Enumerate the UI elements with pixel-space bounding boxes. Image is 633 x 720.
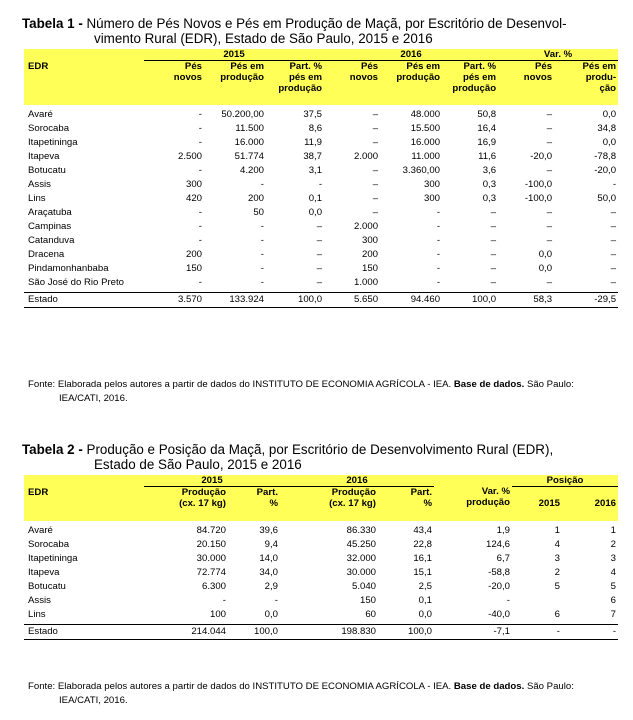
value-cell: – bbox=[546, 137, 553, 148]
value-cell: – bbox=[490, 207, 497, 218]
value-cell: - bbox=[260, 221, 264, 232]
value-cell: 150 bbox=[359, 595, 376, 606]
table-row bbox=[24, 206, 618, 220]
value-cell: 6,7 bbox=[496, 553, 510, 564]
value-cell: – bbox=[372, 193, 379, 204]
value-cell: 5 bbox=[554, 581, 560, 592]
table-row bbox=[24, 136, 618, 150]
value-cell: 84.720 bbox=[196, 525, 226, 536]
value-cell: 60 bbox=[365, 609, 376, 620]
table2-header bbox=[24, 475, 618, 521]
table-row bbox=[24, 178, 618, 192]
value-cell: 3 bbox=[554, 553, 560, 564]
edr-name-cell: Catanduva bbox=[28, 235, 75, 246]
value-cell: – bbox=[372, 109, 379, 120]
edr-name-cell: Pindamonhanbaba bbox=[28, 263, 109, 274]
table1-h-pes-novos-2015: Pés novos bbox=[173, 61, 202, 83]
value-cell: - bbox=[198, 207, 202, 218]
table1-caption bbox=[22, 16, 622, 46]
value-cell: - bbox=[436, 249, 441, 260]
value-cell: 50,0 bbox=[597, 193, 617, 204]
table2-source-line2: IEA/CATI, 2016. bbox=[59, 695, 128, 706]
value-cell: 2.500 bbox=[177, 151, 202, 162]
table2-edr-header: EDR bbox=[28, 487, 49, 498]
edr-name-cell: Estado bbox=[24, 624, 144, 639]
edr-name-cell: Dracena bbox=[28, 249, 65, 260]
value-cell: – bbox=[316, 235, 323, 246]
edr-name-cell: Itapeva bbox=[28, 151, 60, 162]
value-cell: -29,5 bbox=[554, 292, 618, 307]
edr-name-cell: Avaré bbox=[28, 109, 53, 120]
value-cell: – bbox=[372, 179, 379, 190]
value-cell: - bbox=[436, 221, 441, 232]
value-cell: – bbox=[490, 277, 497, 288]
value-cell: – bbox=[546, 109, 553, 120]
table2-source-bold: Base de dados. bbox=[453, 681, 525, 692]
value-cell bbox=[512, 594, 562, 608]
table2 bbox=[24, 475, 618, 640]
value-cell: 15,1 bbox=[413, 567, 432, 578]
value-cell: 6.300 bbox=[201, 581, 226, 592]
value-cell: 300 bbox=[424, 193, 441, 204]
value-cell: 200 bbox=[185, 249, 202, 260]
value-cell: 11.000 bbox=[411, 151, 441, 162]
value-cell: - bbox=[260, 263, 264, 274]
table1-h-part-2015: Part. % pés em produção bbox=[278, 61, 323, 94]
edr-name-cell: São José do Rio Preto bbox=[28, 277, 124, 288]
value-cell: -100,0 bbox=[524, 179, 553, 190]
value-cell: - bbox=[260, 277, 264, 288]
value-cell: - bbox=[436, 277, 441, 288]
value-cell: 22,8 bbox=[413, 539, 432, 550]
value-cell: 3.360,00 bbox=[402, 165, 441, 176]
value-cell: 100 bbox=[209, 609, 226, 620]
value-cell: 14,0 bbox=[259, 553, 278, 564]
value-cell: – bbox=[610, 263, 617, 274]
value-cell: -58,8 bbox=[488, 567, 510, 578]
value-cell: 300 bbox=[424, 179, 441, 190]
value-cell: - bbox=[260, 179, 264, 190]
table2-source-prefix: Fonte: Elaborada pelos autores a partir de dados do INSTITUTO DE ECONOMIA AGRÍCOLA - IEA. bbox=[28, 681, 452, 692]
value-cell: 4.200 bbox=[239, 165, 264, 176]
edr-name-cell: Avaré bbox=[28, 525, 53, 536]
table-row bbox=[24, 538, 618, 552]
table-row bbox=[24, 566, 618, 580]
table1-title-line2: vimento Rural (EDR), Estado de São Paulo, 2015 e 2016 bbox=[94, 31, 433, 46]
value-cell: – bbox=[546, 123, 553, 134]
value-cell: 20.150 bbox=[196, 539, 226, 550]
value-cell: 200 bbox=[362, 249, 379, 260]
value-cell: – bbox=[490, 221, 497, 232]
value-cell: 1 bbox=[554, 525, 560, 536]
table2-h-var: Var. % produção bbox=[466, 486, 510, 508]
value-cell: 51.774 bbox=[234, 151, 264, 162]
value-cell: 0,0 bbox=[602, 109, 617, 120]
table2-h-prod-2016: Produção (cx. 17 kg) bbox=[329, 487, 376, 509]
value-cell: -7,1 bbox=[434, 624, 512, 639]
edr-name-cell: Itapetininga bbox=[28, 137, 78, 148]
total-row bbox=[24, 624, 618, 639]
table-row bbox=[24, 234, 618, 248]
value-cell: - bbox=[198, 123, 202, 134]
value-cell: – bbox=[490, 263, 497, 274]
value-cell: 0,0 bbox=[418, 609, 432, 620]
table1-group-var: Var. % bbox=[498, 49, 618, 61]
value-cell: -20,0 bbox=[594, 165, 617, 176]
value-cell: - bbox=[198, 277, 202, 288]
value-cell: 6 bbox=[554, 609, 560, 620]
value-cell: 11,9 bbox=[304, 137, 323, 148]
value-cell: - bbox=[612, 179, 617, 190]
value-cell: - bbox=[436, 263, 441, 274]
value-cell: 50.200,00 bbox=[221, 109, 264, 120]
value-cell: 6 bbox=[610, 595, 617, 606]
table1-h-part-2016: Part. % pés em produção bbox=[452, 61, 497, 94]
value-cell: 2,5 bbox=[418, 581, 432, 592]
table1-source-line2: IEA/CATI, 2016. bbox=[59, 393, 128, 404]
table1-h-var-prod: Pés em produ- ção bbox=[582, 61, 617, 94]
value-cell: – bbox=[316, 221, 323, 232]
value-cell: 43,4 bbox=[413, 525, 432, 536]
value-cell: 3.570 bbox=[144, 292, 204, 307]
table1-title-line1: Número de Pés Novos e Pés em Produção de Maçã, por Escritório de Desenvol- bbox=[86, 16, 567, 31]
value-cell: 7 bbox=[610, 609, 617, 620]
value-cell: 124,6 bbox=[485, 539, 510, 550]
value-cell: – bbox=[546, 277, 553, 288]
value-cell: - bbox=[260, 249, 264, 260]
value-cell: 9,4 bbox=[264, 539, 278, 550]
value-cell: 0,0 bbox=[538, 249, 553, 260]
value-cell: 100,0 bbox=[378, 624, 434, 639]
value-cell: 1 bbox=[610, 525, 617, 536]
value-cell: - bbox=[198, 109, 202, 120]
table2-group-pos: Posição bbox=[512, 475, 618, 487]
table-row bbox=[24, 276, 618, 293]
value-cell: 11.500 bbox=[235, 123, 264, 134]
value-cell: -78,8 bbox=[594, 151, 617, 162]
value-cell: 37,5 bbox=[303, 109, 323, 120]
table2-h-prod-2015: Produção (cx. 17 kg) bbox=[179, 487, 226, 509]
edr-name-cell: Lins bbox=[28, 609, 46, 620]
value-cell: – bbox=[610, 249, 617, 260]
value-cell: 2.000 bbox=[354, 221, 379, 232]
value-cell: 300 bbox=[362, 235, 379, 246]
edr-name-cell: Campinas bbox=[28, 221, 72, 232]
edr-name-cell: Sorocaba bbox=[28, 539, 70, 550]
edr-name-cell: Botucatu bbox=[28, 581, 66, 592]
value-cell: - bbox=[562, 624, 618, 639]
value-cell: 5 bbox=[610, 581, 617, 592]
value-cell: - bbox=[260, 235, 264, 246]
table1-h-pes-novos-2016: Pés novos bbox=[349, 61, 379, 83]
value-cell: 214.044 bbox=[144, 624, 228, 639]
value-cell: – bbox=[610, 277, 617, 288]
value-cell: - bbox=[274, 595, 278, 606]
table-row bbox=[24, 580, 618, 594]
value-cell: 72.774 bbox=[196, 567, 226, 578]
value-cell: 0,1 bbox=[418, 595, 432, 606]
total-row bbox=[24, 292, 618, 307]
value-cell: 30.000 bbox=[196, 553, 226, 564]
value-cell: - bbox=[506, 595, 510, 606]
value-cell: 100,0 bbox=[266, 292, 324, 307]
table-row bbox=[24, 594, 618, 608]
edr-name-cell: Sorocaba bbox=[28, 123, 70, 134]
table2-h-pos-2016: 2016 bbox=[594, 498, 617, 509]
value-cell: 2,9 bbox=[264, 581, 278, 592]
value-cell: – bbox=[316, 263, 323, 274]
value-cell: - bbox=[198, 165, 202, 176]
table-row bbox=[24, 248, 618, 262]
value-cell: -40,0 bbox=[488, 609, 510, 620]
table1-source-bold: Base de dados. bbox=[453, 379, 525, 390]
value-cell: - bbox=[222, 595, 226, 606]
value-cell: 50,8 bbox=[477, 109, 497, 120]
value-cell: 16.000 bbox=[234, 137, 264, 148]
value-cell: 4 bbox=[554, 539, 560, 550]
edr-name-cell: Araçatuba bbox=[28, 207, 72, 218]
edr-name-cell: Lins bbox=[28, 193, 46, 204]
value-cell: – bbox=[316, 277, 323, 288]
value-cell: - bbox=[318, 179, 323, 190]
value-cell: 150 bbox=[185, 263, 202, 274]
table-row bbox=[24, 608, 618, 625]
table1-h-pes-prod-2016: Pés em produção bbox=[396, 61, 441, 83]
value-cell: – bbox=[490, 249, 497, 260]
value-cell: 32.000 bbox=[346, 553, 376, 564]
value-cell: 45.250 bbox=[346, 539, 376, 550]
table-row bbox=[24, 122, 618, 136]
value-cell: 2 bbox=[554, 567, 560, 578]
table2-h-part-2015: Part. % bbox=[256, 487, 278, 509]
table2-group-2015: 2015 bbox=[144, 475, 280, 487]
value-cell: 11,6 bbox=[478, 151, 497, 162]
edr-name-cell: Botucatu bbox=[28, 165, 66, 176]
table2-source bbox=[28, 680, 620, 708]
value-cell: 34,0 bbox=[259, 567, 278, 578]
table-row bbox=[24, 262, 618, 276]
table2-h-pos-2015: 2015 bbox=[538, 498, 560, 509]
table-row bbox=[24, 521, 618, 538]
value-cell: 30.000 bbox=[346, 567, 376, 578]
table2-label: Tabela 2 - bbox=[22, 442, 83, 457]
value-cell: 0,3 bbox=[482, 193, 497, 204]
value-cell: 1,9 bbox=[496, 525, 510, 536]
value-cell: - bbox=[198, 221, 202, 232]
value-cell: – bbox=[372, 207, 379, 218]
value-cell: 198.830 bbox=[280, 624, 378, 639]
value-cell: - bbox=[198, 235, 202, 246]
table1-edr-header: EDR bbox=[28, 61, 49, 72]
value-cell: 2.000 bbox=[354, 151, 379, 162]
table1-source bbox=[28, 378, 620, 406]
value-cell: 0,0 bbox=[602, 137, 617, 148]
value-cell: 38,7 bbox=[303, 151, 323, 162]
value-cell: 2 bbox=[610, 539, 617, 550]
table1-source-prefix: Fonte: Elaborada pelos autores a partir de dados do INSTITUTO DE ECONOMIA AGRÍCOLA - IEA. bbox=[28, 379, 452, 390]
table2-title-line2: Estado de São Paulo, 2015 e 2016 bbox=[94, 457, 302, 472]
value-cell: -100,0 bbox=[524, 193, 553, 204]
table2-source-suffix: São Paulo: bbox=[526, 681, 574, 692]
table-row bbox=[24, 220, 618, 234]
value-cell: – bbox=[372, 137, 379, 148]
table-row bbox=[24, 164, 618, 178]
value-cell: -20,0 bbox=[530, 151, 553, 162]
table2-title-line1: Produção e Posição da Maçã, por Escritório de Desenvolvimento Rural (EDR), bbox=[86, 442, 554, 457]
table-row bbox=[24, 192, 618, 206]
value-cell: 5.650 bbox=[324, 292, 380, 307]
table1-h-pes-prod-2015: Pés em produção bbox=[220, 61, 264, 83]
value-cell: – bbox=[610, 221, 617, 232]
value-cell: 15.500 bbox=[410, 123, 441, 134]
table2-caption bbox=[22, 442, 622, 472]
value-cell: 3,1 bbox=[308, 165, 323, 176]
value-cell: – bbox=[546, 235, 553, 246]
value-cell: 420 bbox=[185, 193, 202, 204]
edr-name-cell: Assis bbox=[28, 595, 51, 606]
value-cell: 0,0 bbox=[264, 609, 278, 620]
value-cell: 48.000 bbox=[410, 109, 441, 120]
value-cell: 16,4 bbox=[477, 123, 497, 134]
table1-label: Tabela 1 - bbox=[22, 16, 83, 31]
table-row bbox=[24, 105, 618, 122]
table1-header bbox=[24, 49, 618, 105]
value-cell: – bbox=[372, 123, 379, 134]
value-cell: 150 bbox=[362, 263, 379, 274]
value-cell: - bbox=[436, 207, 441, 218]
value-cell: 16.000 bbox=[410, 137, 441, 148]
value-cell: 100,0 bbox=[442, 292, 498, 307]
value-cell: 100,0 bbox=[228, 624, 280, 639]
value-cell: 86.330 bbox=[346, 525, 376, 536]
value-cell: 0,0 bbox=[308, 207, 323, 218]
value-cell: 1.000 bbox=[354, 277, 379, 288]
value-cell: 0,1 bbox=[308, 193, 323, 204]
value-cell: 58,3 bbox=[498, 292, 554, 307]
table2-group-2016: 2016 bbox=[280, 475, 434, 487]
value-cell: 50 bbox=[253, 207, 264, 218]
value-cell: 200 bbox=[247, 193, 264, 204]
table1-body bbox=[24, 105, 618, 308]
table2-body bbox=[24, 521, 618, 640]
value-cell: – bbox=[490, 235, 497, 246]
value-cell: 39,6 bbox=[259, 525, 278, 536]
value-cell: 0,3 bbox=[482, 179, 497, 190]
value-cell: 5.040 bbox=[351, 581, 376, 592]
value-cell: – bbox=[546, 221, 553, 232]
edr-name-cell: Assis bbox=[28, 179, 51, 190]
table2-h-part-2016: Part. % bbox=[410, 487, 432, 509]
edr-name-cell: Estado bbox=[24, 292, 144, 307]
value-cell: – bbox=[546, 207, 553, 218]
value-cell: 3,6 bbox=[482, 165, 497, 176]
value-cell: 16,9 bbox=[477, 137, 497, 148]
value-cell: – bbox=[610, 207, 617, 218]
value-cell: – bbox=[610, 235, 617, 246]
value-cell: - bbox=[436, 235, 441, 246]
value-cell: 133.924 bbox=[204, 292, 266, 307]
value-cell: - bbox=[198, 137, 202, 148]
table1 bbox=[24, 49, 618, 308]
table-row bbox=[24, 150, 618, 164]
table-row bbox=[24, 552, 618, 566]
value-cell: – bbox=[372, 165, 379, 176]
value-cell: 4 bbox=[610, 567, 617, 578]
value-cell: 0,0 bbox=[538, 263, 553, 274]
value-cell: 300 bbox=[185, 179, 202, 190]
table1-group-2015: 2015 bbox=[144, 49, 324, 61]
table1-source-suffix: São Paulo: bbox=[526, 379, 574, 390]
value-cell: 34,8 bbox=[597, 123, 617, 134]
value-cell: – bbox=[316, 249, 323, 260]
table1-h-var-novos: Pés novos bbox=[523, 61, 553, 83]
value-cell: 94.460 bbox=[380, 292, 442, 307]
value-cell: 8,6 bbox=[308, 123, 323, 134]
table1-group-2016: 2016 bbox=[324, 49, 498, 61]
value-cell: – bbox=[546, 165, 553, 176]
value-cell: - bbox=[512, 624, 562, 639]
value-cell: -20,0 bbox=[488, 581, 510, 592]
edr-name-cell: Itapetininga bbox=[28, 553, 78, 564]
value-cell: 16,1 bbox=[413, 553, 432, 564]
value-cell: 3 bbox=[610, 553, 617, 564]
edr-name-cell: Itapeva bbox=[28, 567, 60, 578]
